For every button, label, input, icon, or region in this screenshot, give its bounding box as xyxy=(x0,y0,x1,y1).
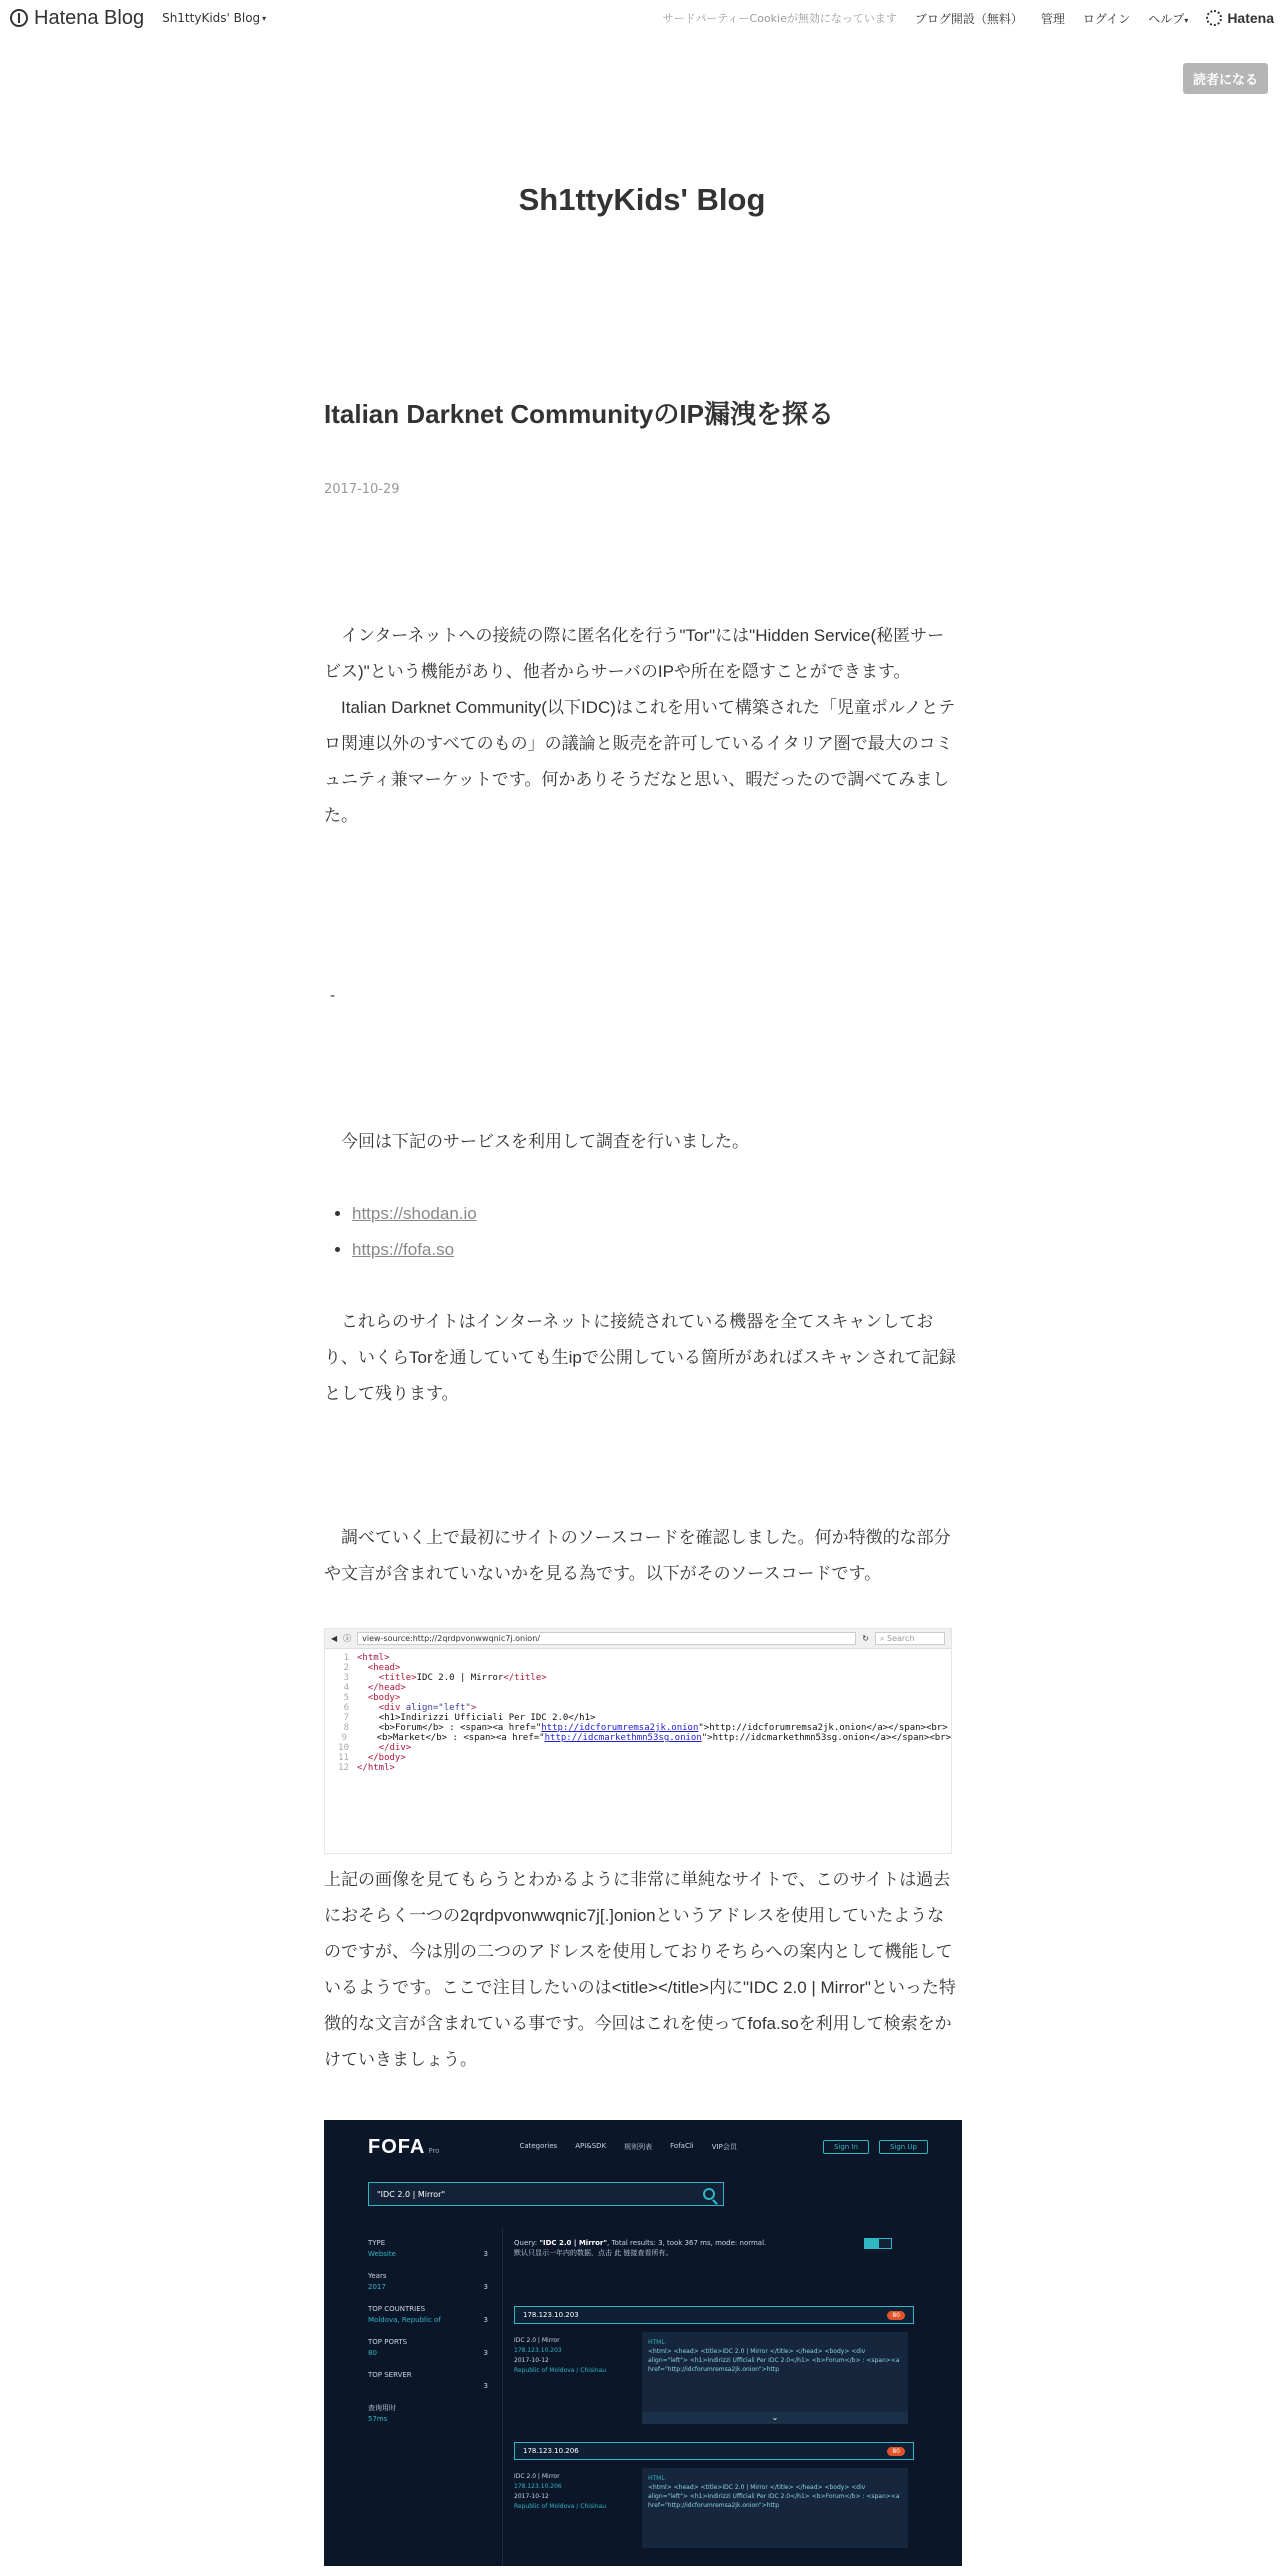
fofa-menu-item: VIP会员 xyxy=(711,2143,737,2151)
entry-date[interactable]: 2017-10-29 xyxy=(324,482,400,497)
line-code: <h1>Indirizzi Ufficiali Per IDC 2.0</h1> xyxy=(378,1713,596,1723)
cookie-notice: サードパーティーCookieが無効になっています xyxy=(662,12,897,25)
source-line xyxy=(331,1653,951,1663)
summary-prefix: Query: xyxy=(514,2239,540,2247)
facet-head: 查询用时 xyxy=(368,2404,396,2412)
source-line xyxy=(331,1663,951,1673)
facet-key: 80 xyxy=(368,2349,377,2357)
facet-row xyxy=(368,2348,488,2359)
source-line xyxy=(331,1723,951,1733)
services-intro: 今回は下記のサービスを利用して調査を行いました。 xyxy=(324,1132,749,1151)
list-item xyxy=(352,1196,960,1232)
line-code: <html> xyxy=(357,1653,390,1663)
browser-toolbar xyxy=(325,1629,951,1649)
blog-title[interactable]: Sh1ttyKids' Blog xyxy=(518,182,766,217)
line-number: 4 xyxy=(343,1683,349,1693)
facet-count: 3 xyxy=(483,2250,488,2258)
line-number: 5 xyxy=(343,1693,349,1703)
fofa-nav xyxy=(368,2132,928,2162)
facet-head: TYPE xyxy=(368,2239,386,2247)
result-date: 2017-10-12 xyxy=(514,2357,549,2364)
list-item xyxy=(352,1232,960,1268)
service-links xyxy=(324,1196,960,1268)
reload-icon: ↻ xyxy=(862,1634,869,1643)
fofa-sidebar xyxy=(368,2238,488,2436)
result-ip: 178.123.10.206 xyxy=(523,2447,579,2455)
fofa-result xyxy=(514,2306,914,2436)
facet-key: Moldova, Republic of xyxy=(368,2316,441,2324)
source-line xyxy=(331,1713,951,1723)
header-links xyxy=(663,10,1274,27)
fofa-result xyxy=(514,2442,914,2566)
caret-down-icon: ▾ xyxy=(262,13,267,23)
result-meta xyxy=(514,2472,634,2512)
fofa-menu-item: FofaCli xyxy=(670,2142,694,2150)
facet-row xyxy=(368,2315,488,2326)
source-line xyxy=(331,1693,951,1703)
hatena-logo-icon xyxy=(10,9,28,27)
line-code: </head> xyxy=(367,1683,406,1693)
result-html-preview xyxy=(642,2332,908,2412)
source-line xyxy=(331,1763,951,1773)
result-country: Republic of Moldova / Chisinau xyxy=(514,2503,607,2510)
fofa-menu xyxy=(519,2142,736,2152)
analysis-paragraph: 上記の画像を見てもらうとわかるように非常に単純なサイトで、このサイトは過去におそらく一つの2qrdpvonwwqnic7j[.]onionというアドレスを使用していたようなのですが、今は別の二つのアドレスを使用しておりそちらへの案内として機能しているようです。ここで注目したいのは<title></title>内に"IDC 2.0 | Mirror"といった特徴的な文言が含まれている事です。今回はこれを使ってfofa.soを利用して検索をかけていきましょう。 xyxy=(324,1870,956,2069)
view-toggle xyxy=(864,2238,892,2249)
source-paragraph: 調べていく上で最初にサイトのソースコードを確認しました。何か特徴的な部分や文言が含まれていないかを見る為です。以下がそのソースコードです。 xyxy=(324,1528,951,1583)
line-code: <title>IDC 2.0 | Mirror</title> xyxy=(378,1673,547,1683)
source-line xyxy=(331,1703,951,1713)
login-link[interactable]: ログイン xyxy=(1082,11,1131,26)
hatena-blog-logo[interactable] xyxy=(10,7,144,30)
line-number: 2 xyxy=(343,1663,349,1673)
facet-row xyxy=(368,2282,488,2293)
global-header xyxy=(0,0,1284,36)
image-view-icon xyxy=(878,2238,892,2249)
line-code: </html> xyxy=(357,1763,395,1773)
hatena-menu[interactable] xyxy=(1206,10,1274,26)
source-code-screenshot xyxy=(324,1628,952,1854)
facet-count: 3 xyxy=(483,2316,488,2324)
source-line xyxy=(331,1733,951,1743)
source-line xyxy=(331,1673,951,1683)
port-badge: 80 xyxy=(887,2311,905,2320)
facet-group xyxy=(368,2337,488,2359)
info-icon: ⓘ xyxy=(343,1634,352,1643)
help-menu[interactable] xyxy=(1148,10,1188,27)
logo-text: Hatena Blog xyxy=(34,6,145,29)
html-code: <html> <head> <title>IDC 2.0 | Mirror </title> </head> <body> <div align="left"> <h1>Indirizzi Ufficiali Per IDC 2.0</h1> <b>Forum</b> : <span><a href="http://idcforumremsa2jk.onion">http xyxy=(648,2348,900,2373)
open-blog-link[interactable]: ブログ開設（無料） xyxy=(914,11,1023,26)
result-country: Republic of Moldova / Chisinau xyxy=(514,2367,607,2374)
facet-count: 3 xyxy=(483,2283,488,2291)
facet-head: Years xyxy=(368,2272,387,2280)
back-icon: ◀ xyxy=(331,1634,338,1643)
facet-count: 3 xyxy=(483,2382,488,2390)
source-line xyxy=(331,1743,951,1753)
result-host: 178.123.10.203 xyxy=(514,2347,562,2354)
entry xyxy=(324,396,960,2510)
blog-switcher[interactable] xyxy=(162,11,266,25)
fofa-summary-note: 默认只显示一年内的数据，点击 此 链接查看所有。 xyxy=(514,2249,673,2257)
fofa-summary-line xyxy=(514,2238,834,2248)
summary-query: "IDC 2.0 | Mirror" xyxy=(539,2239,608,2247)
facet-row xyxy=(368,2381,488,2392)
browser-search-label: Search xyxy=(887,1634,915,1643)
result-ip: 178.123.10.203 xyxy=(523,2311,579,2319)
fofa-screenshot xyxy=(324,2120,962,2566)
facet-key: 57ms xyxy=(368,2415,388,2423)
html-label: HTML xyxy=(648,2339,665,2346)
hatena-label: Hatena xyxy=(1227,10,1274,26)
facet-count: 3 xyxy=(483,2349,488,2357)
line-number: 6 xyxy=(343,1703,349,1713)
subscribe-button[interactable]: 読者になる xyxy=(1183,63,1268,94)
shodan-link[interactable]: https://shodan.io xyxy=(352,1204,477,1223)
caret-down-icon: ▾ xyxy=(1184,15,1189,25)
line-code: <div align="left"> xyxy=(378,1703,477,1713)
chevron-down-icon: ⌄ xyxy=(642,2412,908,2424)
facet-group xyxy=(368,2370,488,2392)
facet-row xyxy=(368,2414,488,2425)
source-line xyxy=(331,1753,951,1763)
blog-switch-label: Sh1ttyKids' Blog xyxy=(162,11,261,25)
fofa-menu-item: Categories xyxy=(519,2142,558,2150)
result-meta xyxy=(514,2336,634,2376)
separator-dash: - xyxy=(330,988,336,1004)
facet-key: 2017 xyxy=(368,2283,386,2291)
entry-title[interactable]: Italian Darknet CommunityのIP漏洩を探る xyxy=(324,399,834,429)
line-code: <b>Forum</b> : <span><a href="http://idcforumremsa2jk.onion">http://idcforumremsa2jk.onion</a></span><br> xyxy=(378,1723,948,1733)
facet-key: Website xyxy=(368,2250,396,2258)
facet-group xyxy=(368,2238,488,2260)
line-number: 1 xyxy=(343,1653,349,1663)
result-title: IDC 2.0 | Mirror xyxy=(514,2473,560,2480)
line-number: 3 xyxy=(343,1673,349,1683)
divider xyxy=(502,2228,503,2566)
fofa-query-text: "IDC 2.0 | Mirror" xyxy=(377,2189,446,2199)
facet-row xyxy=(368,2249,488,2260)
result-ip-bar xyxy=(514,2306,914,2324)
line-code: <head> xyxy=(367,1663,401,1673)
result-ip-bar xyxy=(514,2442,914,2460)
fofa-link[interactable]: https://fofa.so xyxy=(352,1240,455,1259)
result-host: 178.123.10.206 xyxy=(514,2483,562,2490)
fofa-sign-up: Sign Up xyxy=(879,2140,928,2154)
fofa-auth xyxy=(823,2140,928,2154)
line-number: 8 xyxy=(343,1723,349,1733)
address-bar: view-source:http://2qrdpvonwwqnic7j.onion/ xyxy=(357,1632,856,1645)
fofa-sign-in: Sign In xyxy=(823,2140,869,2154)
facet-group xyxy=(368,2271,488,2293)
result-html-preview xyxy=(642,2468,908,2548)
fofa-menu-item: 规则列表 xyxy=(624,2143,653,2151)
search-icon xyxy=(703,2188,715,2200)
facet-group xyxy=(368,2403,488,2425)
line-number: 9 xyxy=(341,1733,347,1743)
admin-link[interactable]: 管理 xyxy=(1040,11,1065,26)
line-number: 12 xyxy=(338,1763,349,1773)
fofa-menu-item: API&SDK xyxy=(575,2142,607,2150)
facet-group xyxy=(368,2304,488,2326)
intro-paragraph: インターネットへの接続の際に匿名化を行う"Tor"には"Hidden Service(秘匿サービス)"という機能があり、他者からサーバのIPや所在を隠すことができます。 Italian Darknet Community(以下IDC)はこれを用いて構築された「児童ポルノとテロ関連以外のすべてのもの」の議論と販売を許可しているイタリア圏で最大のコミュニティ兼マーケットです。何かありそうだなと思い、暇だったので調べてみました。 xyxy=(324,626,956,825)
line-number: 10 xyxy=(338,1743,349,1753)
facet-head: TOP COUNTRIES xyxy=(368,2305,426,2313)
fofa-logo: FOFA xyxy=(368,2135,426,2158)
line-number: 11 xyxy=(338,1753,349,1763)
fofa-pro-label: Pro xyxy=(428,2147,440,2155)
line-code: </div> xyxy=(378,1743,412,1753)
fofa-search-box xyxy=(368,2182,724,2206)
facet-head: TOP PORTS xyxy=(368,2338,408,2346)
port-badge: 80 xyxy=(887,2447,905,2456)
list-view-icon xyxy=(864,2238,878,2249)
scan-paragraph: これらのサイトはインターネットに接続されている機器を全てスキャンしており、いくらTorを通していても生ipで公開している箇所があればスキャンされて記録として残ります。 xyxy=(324,1312,956,1403)
fofa-summary xyxy=(514,2238,834,2258)
result-date: 2017-10-12 xyxy=(514,2493,549,2500)
source-line xyxy=(331,1683,951,1693)
line-number: 7 xyxy=(343,1713,349,1723)
html-label: HTML xyxy=(648,2475,665,2482)
hatena-gear-icon xyxy=(1206,10,1222,26)
line-code: </body> xyxy=(367,1753,406,1763)
facet-head: TOP SERVER xyxy=(368,2371,412,2379)
html-code: <html> <head> <title>IDC 2.0 | Mirror </title> </head> <body> <div align="left"> <h1>Indirizzi Ufficiali Per IDC 2.0</h1> <b>Forum</b> : <span><a href="http://idcforumremsa2jk.onion">http xyxy=(648,2484,900,2509)
result-title: IDC 2.0 | Mirror xyxy=(514,2337,560,2344)
line-code: <b>Market</b> : <span><a href="http://idcmarkethmn53sg.onion">http://idcmarkethmn53sg.onion</a></span><br> xyxy=(376,1733,951,1743)
summary-rest: , Total results: 3, took 367 ms, mode: normal. xyxy=(607,2239,767,2247)
source-code xyxy=(325,1649,951,1773)
line-code: <body> xyxy=(367,1693,401,1703)
help-label: ヘルプ xyxy=(1148,11,1185,26)
browser-search: ⌕ Search xyxy=(875,1632,945,1645)
